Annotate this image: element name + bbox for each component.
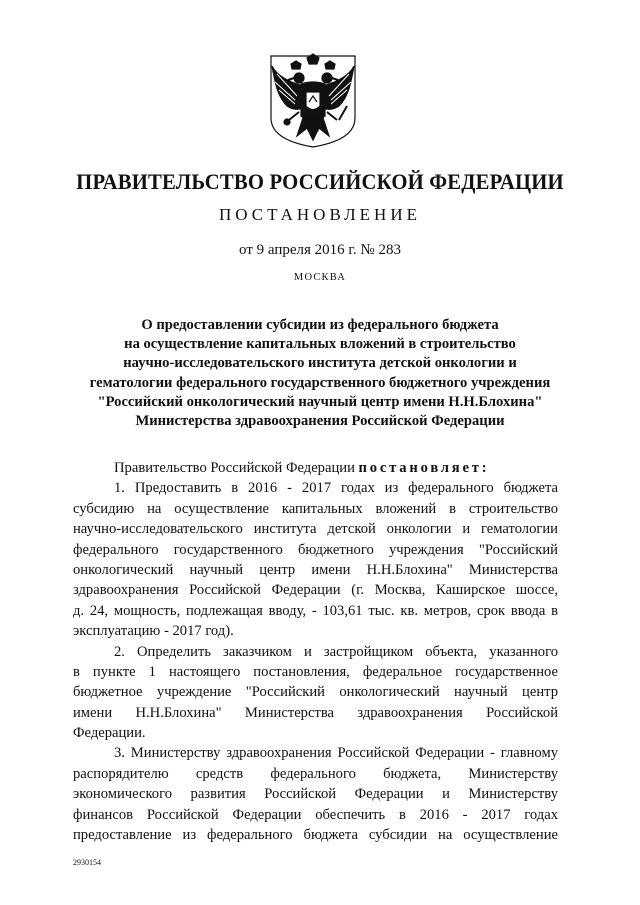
- decree-heading: [60, 316, 580, 431]
- heading-line: научно-исследовательского института детской онкологии и: [123, 355, 517, 372]
- body-line: имени Н.Н.Блохина" Министерства здравоохранения Российской: [73, 704, 558, 721]
- heading-line: на осуществление капитальных вложений в строительство: [124, 336, 516, 353]
- body-line: в пункте 1 настоящего постановления, федеральное государственное: [73, 663, 558, 680]
- heading-line: гематологии федерального государственного бюджетного учреждения: [89, 374, 551, 391]
- russian-coat-of-arms-icon: [269, 52, 357, 148]
- body-line: федерального государственного бюджетного учреждения "Российский: [73, 541, 558, 558]
- body-line: здравоохранения Российской Федерации (г. Москва, Каширское шоссе,: [73, 582, 558, 599]
- body-line: бюджетное учреждение "Российский онкологический научный центр: [73, 684, 558, 701]
- body-line: субсидию на осуществление капитальных вложений в строительство: [73, 500, 558, 517]
- intro-resolves: постановляет:: [358, 460, 490, 476]
- city-name: МОСКВА: [293, 272, 347, 283]
- decree-date-number: от 9 апреля 2016 г. № 283: [239, 242, 401, 258]
- heading-line: О предоставлении субсидии из федерального бюджета: [141, 317, 499, 333]
- document-code: 2930154: [73, 858, 101, 867]
- government-title: ПРАВИТЕЛЬСТВО РОССИЙСКОЙ ФЕДЕРАЦИИ: [76, 169, 564, 194]
- body-line: онкологический научный центр имени Н.Н.Блохина" Министерства: [73, 561, 558, 578]
- body-line: 2. Определить заказчиком и застройщиком объекта, указанного: [114, 643, 558, 660]
- body-line: д. 24, мощность, подлежащая вводу, - 103,61 тыс. кв. метров, срок ввода в: [73, 602, 558, 619]
- heading-line: "Российский онкологический научный центр имени Н.Н.Блохина": [97, 393, 543, 410]
- intro-text: Правительство Российской Федерации: [114, 460, 359, 476]
- body-line: научно-исследовательского института детской онкологии и гематологии: [73, 521, 558, 538]
- body-line: распорядителю средств федерального бюджета, Министерству: [73, 765, 558, 782]
- body-lines: [73, 478, 558, 845]
- body-line: финансов Российской Федерации обеспечить в 2016 - 2017 годах: [73, 806, 558, 823]
- body-line: эксплуатацию - 2017 год).: [73, 623, 234, 640]
- heading-line: Министерства здравоохранения Российской Федерации: [135, 413, 505, 430]
- decree-type: ПОСТАНОВЛЕНИЕ: [218, 205, 421, 224]
- intro-line: [73, 458, 558, 478]
- decree-body: [73, 458, 558, 845]
- body-line: предоставление из федерального бюджета субсидии на осуществление: [73, 827, 558, 844]
- body-line: 1. Предоставить в 2016 - 2017 годах из федерального бюджета: [114, 480, 558, 497]
- body-line: Федерации.: [73, 725, 146, 742]
- body-line: экономического развития Российской Федерации и Министерству: [73, 786, 558, 803]
- body-line: 3. Министерству здравоохранения Российской Федерации - главному: [114, 745, 558, 762]
